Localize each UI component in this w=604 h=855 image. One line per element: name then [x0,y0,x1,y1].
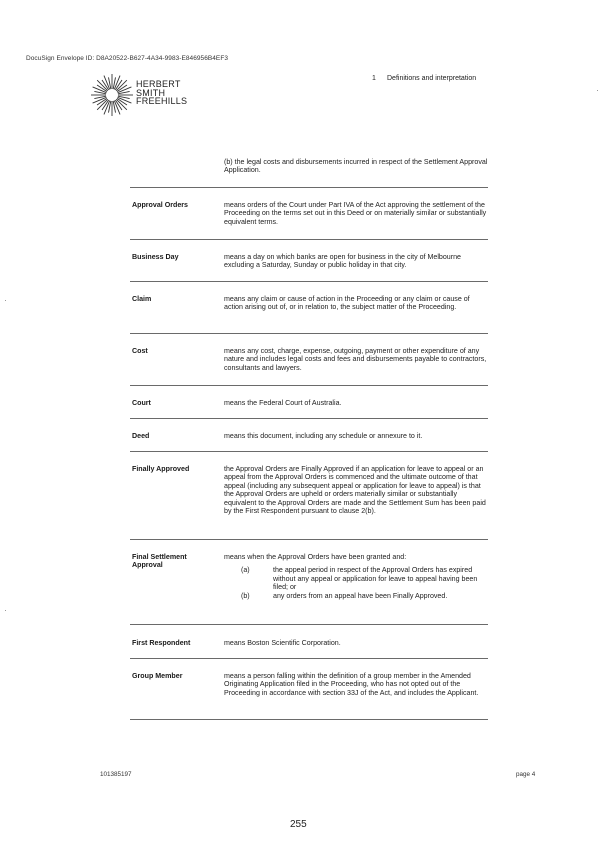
definition-text: means orders of the Court under Part IVA of the Act approving the settlement of the Proceeding on the terms set out in this Deed or on materially similar or substantially equivalent terms. [224,201,487,226]
definition-text: means a day on which banks are open for business in the city of Melbourne excluding a Saturday, Sunday or public holiday in that city. [224,253,461,270]
sunburst-icon [91,74,133,116]
list-item-text: the appeal period in respect of the Approval Orders has expired without any appeal or application for leave to appeal having been filed; or [273,566,478,592]
term-court: Court [132,399,151,407]
logo-line-2: SMITH [136,87,166,98]
definition-text: means a person falling within the definition of a group member in the Amended Originating Application filed in the Proceeding, who has not opted out of the Proceeding in accordance with section 33J of the Act, and includes the Applicant. [224,672,479,697]
term-business-day: Business Day [132,253,179,261]
definition-claim [224,295,490,312]
definition-text: means any cost, charge, expense, outgoing, payment or other expenditure of any nature and includes legal costs and fees and disbursements payable to contractors, consultants and lawyers. [224,347,487,372]
logo-wordmark [136,80,187,106]
divider [130,658,488,659]
definition-deed [224,432,490,440]
term-group-member: Group Member [132,672,183,680]
list-item-label: (a) [241,566,250,575]
definition-text: means Boston Scientific Corporation. [224,639,341,647]
divider [130,539,488,540]
list-item [224,566,490,591]
list-item-text: any orders from an appeal have been Finally Approved. [273,591,448,600]
divider [130,239,488,240]
divider [130,281,488,282]
carryover-text [224,158,490,175]
divider [130,187,488,188]
divider [130,451,488,452]
divider [130,719,488,720]
definition-final-settlement-approval [224,553,490,600]
section-header [372,75,476,83]
definition-business-day [224,253,490,270]
scan-mark [5,300,6,301]
term-finally-approved: Finally Approved [132,465,190,473]
scan-mark [5,610,6,611]
definition-court [224,399,490,407]
term-first-respondent: First Respondent [132,639,191,647]
term-cost: Cost [132,347,148,355]
definition-approval-orders [224,201,490,226]
definition-finally-approved [224,465,490,515]
divider [130,624,488,625]
divider [130,418,488,419]
logo-line-1: HERBERT [136,79,181,89]
document-reference: 101385197 [100,771,132,778]
definition-text: means this document, including any schedule or annexure to it. [224,432,423,440]
definition-group-member [224,672,490,697]
carryover-paragraph: (b) the legal costs and disbursements incurred in respect of the Settlement Approval Application. [224,158,488,175]
logo-line-3: FREEHILLS [136,96,188,107]
definition-first-respondent [224,639,490,647]
definition-text: means the Federal Court of Australia. [224,399,342,407]
term-claim: Claim [132,295,152,303]
list-item [224,592,490,600]
definition-text: the Approval Orders are Finally Approved if an application for leave to appeal or an appeal from the Approval Orders is commenced and the ultimate outcome of that appeal (including any subsequent appeal or application for leave to appeal) is that the Approval Orders are upheld or orders materially similar or substantially equivalent to the Approval Orders are made and the Settlement Sum has been paid by the First Respondent pursuant to clause 2(b). [224,465,486,516]
term-approval-orders: Approval Orders [132,201,188,209]
divider [130,385,488,386]
scan-mark [597,90,598,91]
term-final-settlement-approval: Final Settlement Approval [132,553,187,570]
definition-text: means any claim or cause of action in the Proceeding or any claim or cause of action arising out of, or in relation to, the subject matter of the Proceeding. [224,295,470,312]
section-title: Definitions and interpretation [387,75,477,82]
definition-text: means when the Approval Orders have been granted and: [224,553,407,561]
definition-sublist [224,566,490,600]
section-number: 1 [372,75,376,82]
divider [130,333,488,334]
page-number: 255 [290,819,307,830]
list-item-label: (b) [241,591,250,600]
envelope-id: DocuSign Envelope ID: D8A20522-B627-4A34-9983-E846956B4EF3 [26,55,229,62]
term-deed: Deed [132,432,150,440]
definition-cost [224,347,490,372]
page-label: page 4 [516,771,536,778]
